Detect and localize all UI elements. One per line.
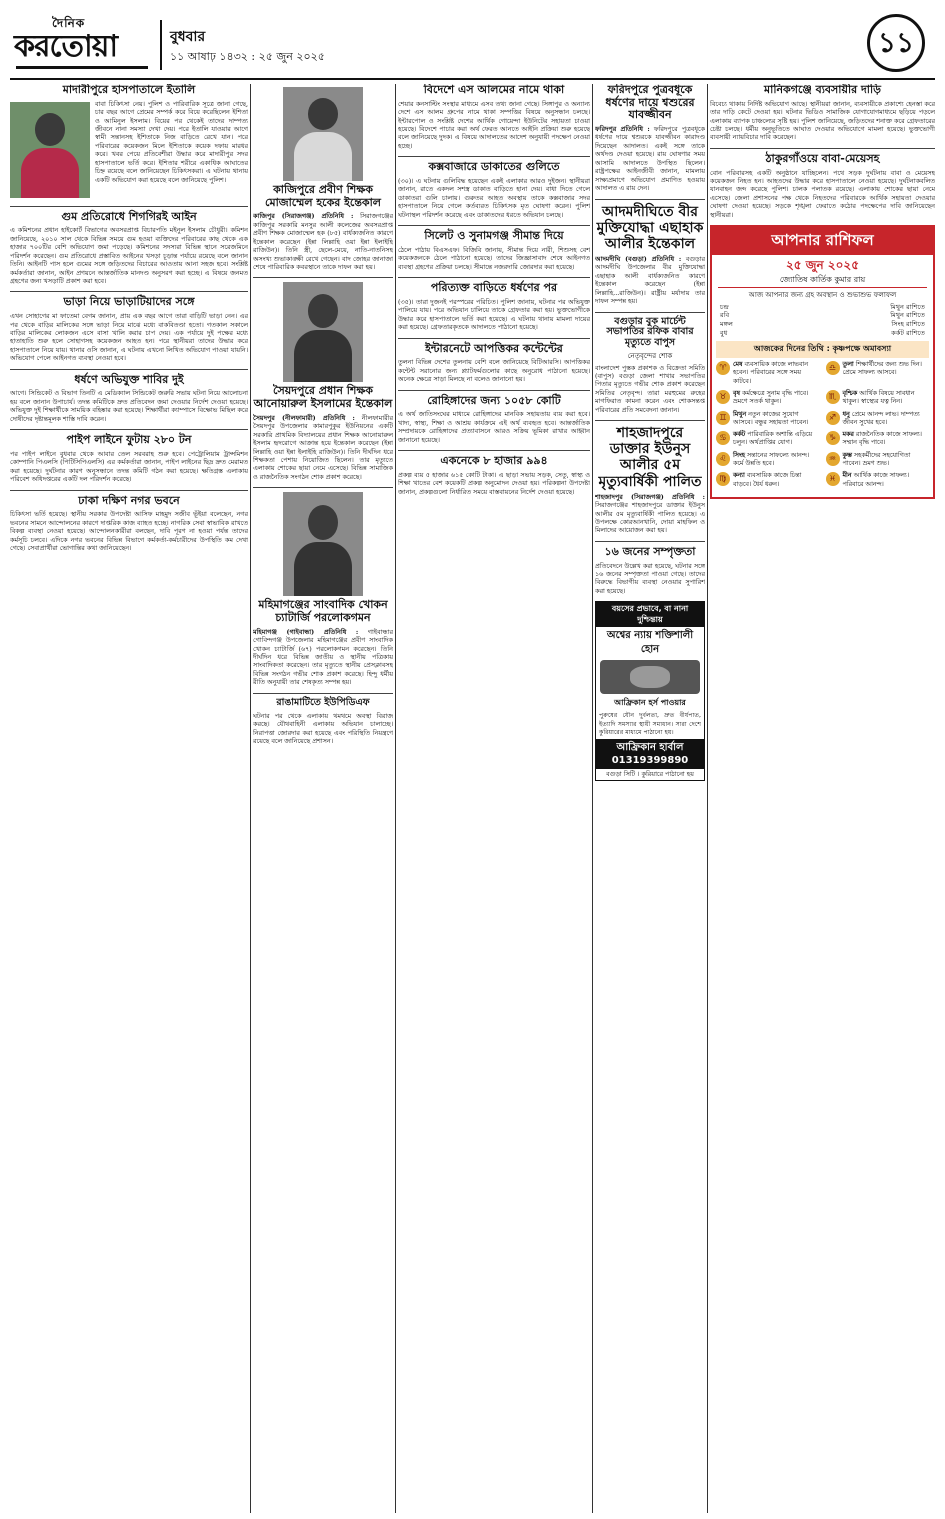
zodiac-text: [733, 431, 820, 448]
story-body: বোন পরিবারসহ একটি অনুষ্ঠানে যাচ্ছিলেন। পথে সড়ক দুর্ঘটনায় বাবা ও মেয়েসহ কয়েকজন নিহত হন। আহতদের উদ্ধার করে হাসপাতালে নেওয়া হয়েছে। দুর্ঘটনাকবলিত যানবাহন জব্দ করেছে পুলিশ। চালক পলাতক রয়েছে। এলাকায় শোকের ছায়া নেমে এসেছে। জেলা প্রশাসনের পক্ষ থেকে নিহতদের পরিবারকে আর্থিক সহায়তা দেওয়ার ঘোষণা দেওয়া হয়েছে। সড়কে শৃঙ্খলা ফেরাতে কঠোর পদক্ষেপের দাবি জানিয়েছেন স্থানীয়রা।: [710, 168, 935, 219]
ad-tagline: বয়সের প্রভাবে, বা নানা দুশ্চিন্তায়: [596, 602, 704, 627]
zodiac-sign-6[interactable]: [716, 431, 820, 448]
divider: [398, 390, 590, 391]
zodiac-forecast: আর্থিক কাজে সাফল্য। পরিবারে আনন্দ।: [842, 472, 909, 488]
planet-row: [720, 329, 925, 338]
headline: ইন্টারনেটে আপত্তিকর কন্টেন্টের: [425, 341, 563, 355]
story-rohingya[interactable]: [398, 395, 590, 444]
zodiac-sign-10[interactable]: [716, 472, 820, 489]
zodiac-forecast: ব্যবসায়িক কাজে লাভবান হবেন। পরিবারের সঙ্গে সময় কাটবে।: [733, 361, 808, 385]
headline: পরিত্যক্ত বাড়িতে ধর্ষণের পর: [430, 281, 558, 295]
zodiac-sign-9[interactable]: [826, 452, 930, 469]
story-kazipur-teacher[interactable]: [253, 87, 393, 271]
planet-name: রবি: [720, 311, 730, 320]
dateline: ফরিদপুর প্রতিনিধি :: [595, 124, 650, 133]
story-body: চিকিৎসা ভর্তি হয়েছে। স্থানীয় সরকার উপদেষ্টা আসিফ মাহমুদ সজীব ভূঁইয়া বলেছেন, নগর ভবনের সামনে আন্দোলনের কারণে দাপ্তরিক কাজ ব্যাহত হচ্ছে। নাগরিক সেবা স্বাভাবিক রাখতে বিকল্প ব্যবস্থা নেওয়া হয়েছে। আন্দোলনকারীরা বলছেন, দাবি পূরণ না হওয়া পর্যন্ত তাদের কর্মসূচি চলবে। এদিকে নগর ভবনের বিভিন্ন বিভাগে কর্মকর্তা-কর্মচারীদের উপস্থিতি কম দেখা গেছে। সেবাপ্রার্থীরা ভোগান্তির কথা জানিয়েছেন।: [10, 510, 248, 553]
zodiac-sign-7[interactable]: [826, 431, 930, 448]
story-body: নীলফামারীর সৈয়দপুর উপজেলার কামারপুকুর ইউনিয়নের একটি সরকারি প্রাথমিক বিদ্যালয়ের প্রধান শিক্ষক আনোয়ারুল ইসলাম হৃদরোগে আক্রান্ত হয়ে ইন্তেকাল করেছেন (ইন্না লিল্লাহি ওয়া ইন্না ইলাইহি রাজিউন)। তিনি দীর্ঘদিন ধরে শিক্ষকতা পেশায় নিয়োজিত ছিলেন। তার মৃত্যুতে এলাকায় শোকের ছায়া নেমে এসেছে। বিভিন্ন সামাজিক ও রাজনৈতিক সংগঠন শোক প্রকাশ করেছে।: [253, 413, 393, 481]
zodiac-name: কর্কট: [733, 431, 746, 439]
couple-photo: [10, 102, 90, 198]
story-body: এ কমিশনের প্রধান হাইকোর্ট বিভাগের অবসরপ্রাপ্ত বিচারপতি মইনুল ইসলাম চৌধুরী। কমিশন জানিয়েছে, ২০১০ সাল থেকে বিভিন্ন সময়ে গুম হওয়া ব্যক্তিদের পরিবারের কাছ থেকে এক হাজার ৭০০টির বেশি অভিযোগ জমা পড়েছে। কমিশনের সদস্যরা বিভিন্ন স্থানে সরেজমিনে পরিদর্শন করেছেন। গুম প্রতিরোধে প্রস্তাবিত আইনের খসড়া চূড়ান্ত পর্যায়ে রয়েছে বলে জানান তিনি। আইনটি পাস হলে গুমের সঙ্গে জড়িতদের বিচারের আওতায় আনা সহজ হবে। সংশ্লিষ্ট কর্মকর্তারা জানান, আইন প্রণয়নে আন্তর্জাতিক মানদণ্ড অনুসরণ করা হচ্ছে। এ বিষয়ে জনমত গ্রহণের জন্য খসড়াটি প্রকাশ করা হবে।: [10, 226, 248, 285]
headline: ঢাকা দক্ষিণ নগর ভবনে: [78, 493, 180, 507]
divider: [595, 312, 705, 313]
zodiac-text: [843, 472, 930, 489]
planet-positions: [720, 303, 925, 338]
story-body: শেয়ার কনসাল্টিং সংস্থার মাধ্যমে এসব তথ্য জানা গেছে। সিঙ্গাপুর ও অন্যান্য দেশে এস আলম গ্রুপের নামে থাকা সম্পত্তির বিষয়ে অনুসন্ধান চলছে। ইন্টারপোল ও সংশ্লিষ্ট দেশের আর্থিক গোয়েন্দা ইউনিটের সহায়তা চাওয়া হয়েছে। বিদেশে পাচার করা অর্থ ফেরত আনতে আইনি প্রক্রিয়া শুরু হয়েছে বলে জানিয়েছে দুদক। এ বিষয়ে আদালতের আদেশ অনুযায়ী পদক্ষেপ নেওয়া হচ্ছে।: [398, 99, 590, 150]
zodiac-text: [843, 431, 930, 448]
story-sylhet-border[interactable]: [398, 230, 590, 271]
zodiac-text: [733, 411, 820, 428]
zodiac-sign-5[interactable]: [826, 411, 930, 428]
story-16-involvement[interactable]: [595, 546, 705, 595]
story-madaripur[interactable]: [10, 84, 248, 200]
zodiac-icon: ♒: [826, 452, 840, 466]
divider: [10, 429, 248, 430]
zodiac-icon: ♌: [716, 452, 730, 466]
headline: শাহজাদপুরে ডাক্তার ইউনুস আলীর ৫ম মৃত্যুবার্ষিকী পালিত: [598, 425, 702, 490]
column-4: [595, 84, 705, 1513]
zodiac-forecast: নতুন কাজের সুযোগ আসবে। বন্ধুর সহায়তা পাবেন।: [733, 410, 809, 426]
planet-row: [720, 311, 925, 320]
ad-footer: বগুড়া সিটি । কুরিয়ারে পাঠানো হয়: [606, 770, 694, 779]
headline: ঠাকুরগাঁওয়ে বাবা-মেয়েসহ: [765, 151, 880, 165]
story-body: প্রতিবেদনে উল্লেখ করা হয়েছে, ঘটনার সঙ্গে ১৬ জনের সম্পৃক্ততা পাওয়া গেছে। তাদের বিরুদ্ধে বিভাগীয় ব্যবস্থা নেওয়ার সুপারিশ করা হয়েছে।: [595, 561, 705, 595]
headline: সিলেট ও সুনামগঞ্জ সীমান্ত দিয়ে: [424, 229, 564, 243]
story-body: তুলনা বিভিন্ন দেশের তুলনায় বেশি বলে জানিয়েছে বিটিআরসি। আপত্তিকর কন্টেন্ট সরানোর জন্য প্ল্যাটফর্মগুলোর কাছে অনুরোধ পাঠানো হয়েছে। অনেক ক্ষেত্রে সাড়া মিলছে না বলেও জানানো হয়।: [398, 358, 590, 384]
herbal-advertisement[interactable]: [595, 601, 705, 780]
story-saidpur-teacher[interactable]: [253, 282, 393, 481]
zodiac-icon: ♉: [716, 390, 730, 404]
headline: ধর্ষণে অভিযুক্ত শাবির দুই: [74, 372, 184, 386]
portrait-photo: [283, 87, 363, 181]
portrait-photo: [283, 492, 363, 596]
zodiac-name: মকর: [842, 431, 854, 439]
horoscope-author: জ্যোতিষ কার্তিক কুমার রায়: [718, 275, 927, 289]
tithi-banner: আজকের দিনের তিথি : কৃষ্ণপক্ষে অমাবস্যা: [716, 341, 929, 358]
zodiac-forecast: কর্মক্ষেত্রে সুনাম বৃদ্ধি পাবে। ভ্রমণে সতর্ক থাকুন।: [733, 389, 809, 406]
zodiac-name: কন্যা: [733, 472, 745, 480]
subheadline: নেতৃবৃন্দের শোক: [627, 352, 673, 361]
divider: [398, 277, 590, 278]
dateline: মহিমাগঞ্জ (গাইবান্ধা) প্রতিনিধি :: [253, 627, 359, 636]
story-body: বিবেচ্য থাকায় নির্দিষ্ট অভিযোগ আছে। স্থানীয়রা জানান, ব্যবসায়ীকে প্রকাশ্যে হেনস্তা করে তার দাড়ি কেটে দেওয়া হয়। ঘটনার ভিডিও সামাজিক যোগাযোগমাধ্যমে ছড়িয়ে পড়লে এলাকায় ব্যাপক চাঞ্চল্যের সৃষ্টি হয়। পুলিশ জানিয়েছে, জড়িতদের শনাক্ত করে গ্রেফতারের চেষ্টা চলছে। ধর্মীয় অনুভূতিতে আঘাত দেওয়ার অভিযোগে মামলা হয়েছে। ভুক্তভোগী ব্যবসায়ী ন্যায়বিচার দাবি করেছেন।: [710, 99, 935, 142]
column-rule: [395, 84, 396, 1513]
zodiac-forecast: প্রেমে আনন্দ লাভ। দাম্পত্য জীবন সুখের হবে।: [842, 410, 920, 426]
story-body: (৩৫)। তারা দুজনই পরস্পরের পরিচিত। পুলিশ জানায়, ঘটনার পর অভিযুক্ত পালিয়ে যায়। পরে অভিযান চালিয়ে তাকে গ্রেফতার করা হয়। ভুক্তভোগীকে উদ্ধার করে হাসপাতালে ভর্তি করা হয়েছে। এ ঘটনায় থানায় মামলা দায়ের করা হয়েছে। গ্রেফতারকৃতকে আদালতে পাঠানো হয়েছে।: [398, 297, 590, 332]
zodiac-icon: ♏: [826, 390, 840, 404]
headline: মানিকগঞ্জে ব্যবসায়ীর দাড়ি: [764, 84, 881, 96]
column-5: [710, 84, 935, 1513]
story-body: গাইবান্ধার গোবিন্দগঞ্জ উপজেলার মহিমাগঞ্জের প্রবীণ সাংবাদিক খোকন চ্যাটার্জি (৬৭) পরলোকগমন করেছেন। তিনি দীর্ঘদিন ধরে বিভিন্ন জাতীয় ও স্থানীয় পত্রিকায় সাংবাদিকতা করেছেন। তার মৃত্যুতে স্থানীয় প্রেসক্লাবসহ বিভিন্ন সংগঠন গভীর শোক প্রকাশ করেছে। হিন্দু ধর্মীয় রীতি অনুযায়ী তার শেষকৃত্য সম্পন্ন হয়।: [253, 627, 393, 687]
horoscope-box: [710, 225, 935, 499]
zodiac-icon: ♐: [826, 411, 840, 425]
story-shahjadpur-anniversary[interactable]: [595, 425, 705, 535]
zodiac-name: তুলা: [842, 361, 854, 369]
zodiac-name: সিংহ: [733, 451, 745, 459]
story-body: বগুড়ার আদমদীঘি উপজেলার বীর মুক্তিযোদ্ধা এছাহাক আলী বার্ধক্যজনিত কারণে ইন্তেকাল করেছেন (ইন্না লিল্লাহি...রাজিউন)। রাষ্ট্রীয় মর্যাদায় তার দাফন সম্পন্ন হয়।: [595, 254, 705, 306]
zodiac-text: [843, 361, 930, 386]
story-manikganj[interactable]: [710, 84, 935, 142]
headline: মহিমাগঞ্জের সাংবাদিক খোকন চ্যাটার্জি পরলোকগমন: [258, 598, 388, 624]
planet-name: মঙ্গল: [720, 320, 733, 329]
zodiac-name: মিথুন: [733, 410, 747, 418]
issue-weekday: বুধবার: [170, 29, 206, 45]
divider: [595, 420, 705, 421]
zodiac-icon: ♍: [716, 472, 730, 486]
horse-image: [600, 660, 700, 694]
dateline: কাজিপুর (সিরাজগঞ্জ) প্রতিনিধি :: [253, 212, 354, 221]
story-body: পর পাইপ লাইনে বুধবার থেকে আবার তেল সরবরাহ শুরু হবে। পেট্রোলিয়াম ট্রান্সমিশন কোম্পানি পিএলসি (পিটিসিপিএলসি) এর কর্মকর্তারা জানান, পাইপ লাইনের ছিদ্র দ্রুত মেরামত করা হয়েছে। দুর্ঘটনার কারণ অনুসন্ধানে তদন্ত কমিটি গঠন করা হয়েছে। ক্ষতিগ্রস্ত এলাকায় পরিবেশ অধিদপ্তরের একটি দল পরিদর্শন করেছে।: [10, 449, 248, 484]
column-1: [10, 84, 248, 1513]
zodiac-text: [733, 390, 820, 407]
column-2: [253, 84, 393, 1513]
story-s-alam[interactable]: [398, 84, 590, 150]
zodiac-sign-11[interactable]: [826, 472, 930, 489]
story-body: ঠেলে পাঠায় বিএসএফ। বিজিবি জানায়, সীমান্ত দিয়ে নারী, শিশুসহ বেশ কয়েকজনকে ঠেলে পাঠানো হয়েছে। তাদের জিজ্ঞাসাবাদ শেষে আইনগত ব্যবস্থা গ্রহণের প্রক্রিয়া চলছে। সীমান্তে নজরদারি জোরদার করা হয়েছে।: [398, 245, 590, 271]
divider: [10, 291, 248, 292]
column-3: [398, 84, 590, 1513]
story-pipeline[interactable]: [10, 434, 248, 483]
divider: [253, 277, 393, 278]
divider: [10, 206, 248, 207]
headline: রোহিঙ্গাদের জন্য ১০৫৮ কোটি: [427, 393, 561, 407]
zodiac-sign-4[interactable]: [716, 411, 820, 428]
zodiac-name: ধনু: [842, 410, 850, 418]
divider: [595, 541, 705, 542]
story-body: আগে। সিন্ডিকেট ও বিভাগ তিনটি এ মেডিক্যাল সিন্ডিকেট জরুরি সভায় ঘটনা নিয়ে আলোচনা হয় বলে জানান উপাচার্য। তদন্ত কমিটিকে দ্রুত প্রতিবেদন জমা দেওয়ার নির্দেশ দেওয়া হয়েছে। অভিযুক্ত দুই শিক্ষার্থীকে সাময়িক বহিষ্কার করা হয়েছে। শিক্ষার্থীরা ক্যাম্পাসে বিক্ষোভ মিছিল করে দোষীদের দৃষ্টান্তমূলক শাস্তি দাবি করেন।: [10, 389, 248, 423]
story-body: এ অর্থ জাতিসংঘের মাধ্যমে রোহিঙ্গাদের মানবিক সহায়তায় ব্যয় করা হবে। খাদ্য, স্বাস্থ্য, শিক্ষা ও আশ্রয় কার্যক্রমে এই অর্থ ব্যবহৃত হবে। আন্তর্জাতিক সম্প্রদায়কে রোহিঙ্গাদের প্রত্যাবাসনে আরও সক্রিয় ভূমিকা রাখার আহ্বান জানানো হয়েছে।: [398, 410, 590, 444]
headline: মাদারীপুরে হাসপাতালে ইতালি: [62, 84, 196, 96]
zodiac-icon: ♎: [826, 361, 840, 375]
story-coxsbazar[interactable]: [398, 161, 590, 219]
masthead: [10, 6, 935, 80]
zodiac-sign-8[interactable]: [716, 452, 820, 469]
headline: একনেকে ৮ হাজার ৯৯৪: [440, 454, 548, 468]
story-tenants[interactable]: [10, 296, 248, 362]
story-body: প্রকল্প ব্যয় ৫ হাজার ৬১৫ কোটি টাকা। এ ছাড়া সভায় সড়ক, সেতু, স্বাস্থ্য ও শিক্ষা খাতের বেশ কয়েকটি প্রকল্প অনুমোদন দেওয়া হয়। পরিকল্পনা উপদেষ্টা জানান, প্রকল্পগুলো নির্ধারিত সময়ে বাস্তবায়নের নির্দেশ দেওয়া হয়েছে।: [398, 470, 590, 496]
story-body: বাবা চিকিৎসা নেয়। পুলিশ ও পারিবারিক সূত্রে জানা গেছে, চার বছর আগে প্রেমের সম্পর্ক করে বিয়ে করেছিলেন ইশিতা ও আমিনুল ইসলাম। বিয়ের পর থেকেই তাদের দাম্পত্য জীবনে নানা সমস্যা দেখা দেয়। পরে ইতালি যাওয়ার আগে স্বামী সন্তানসহ ইশিতাকে নিজ বাড়িতে রেখে যান। পরে পরিবারের কয়েকজন মিলে ইশিতাকে কয়েক দফায় মারধর করে। খবর পেয়ে প্রতিবেশীরা উদ্ধার করে মাদারীপুর সদর হাসপাতালে ভর্তি করে। ইশিতার শরীরে একাধিক আঘাতের চিহ্ন রয়েছে বলে জানিয়েছেন চিকিৎসকরা। এ ঘটনায় থানায় একটি অভিযোগ করা হয়েছে বলে জানিয়েছে পুলিশ।: [95, 99, 248, 184]
zodiac-text: [843, 390, 930, 407]
story-internet-content[interactable]: [398, 343, 590, 384]
zodiac-forecast: ব্যবসায়িক কাজে চিন্তা বাড়বে। ধৈর্য ধরুন।: [733, 472, 802, 488]
ad-body: পুরুষের যৌন দুর্বলতা, দ্রুত বীর্যপাত, ইত্যাদি সমস্যার স্থায়ী সমাধান। সারা দেশে কুরিয়ারের মাধ্যমে পাঠানো হয়।: [599, 712, 701, 736]
portrait-photo: [283, 282, 363, 382]
planet-sign: মিথুন রাশিতে: [890, 302, 925, 311]
ad-title: অশ্বের ন্যায় শক্তিশালী হোন: [606, 630, 694, 655]
zodiac-icon: ♊: [716, 411, 730, 425]
story-faridpur-verdict[interactable]: [595, 84, 705, 193]
planet-name: বুধ: [720, 328, 728, 337]
zodiac-name: মেষ: [733, 361, 743, 369]
story-body: বাংলাদেশ পুস্তক প্রকাশক ও বিক্রেতা সমিতি (বাপুস) বগুড়া জেলা শাখার সভাপতির পিতার মৃত্যুতে গভীর শোক প্রকাশ করেছেন সমিতির নেতৃবৃন্দ। তারা মরহুমের রুহের মাগফিরাত কামনা করেন এবং শোকসন্তপ্ত পরিবারের প্রতি সমবেদনা জানান।: [595, 363, 705, 414]
headline: রাঙামাটিতে ইউপিডিএফ: [276, 696, 370, 708]
story-rangamati[interactable]: [253, 698, 393, 746]
zodiac-sign-3[interactable]: [826, 390, 930, 407]
story-ecnec[interactable]: [398, 455, 590, 496]
zodiac-forecast: রাজনৈতিক কাজে সাফল্য। সম্মান বৃদ্ধি পাবে।: [842, 431, 922, 447]
headline: কক্সবাজারে ডাকাতের গুলিতে: [428, 160, 560, 174]
zodiac-grid: [712, 361, 933, 497]
story-shabi[interactable]: [10, 374, 248, 423]
planet-row: [720, 303, 925, 312]
zodiac-icon: ♈: [716, 361, 730, 375]
zodiac-text: [843, 411, 930, 428]
newspaper-logo[interactable]: [14, 16, 152, 72]
horoscope-date: ২৫ জুন ২০২৫: [785, 258, 860, 273]
headline: ফরিদপুরে পুত্রবধূকে ধর্ষণের দায়ে শ্বশুরের যাবজ্জীবন: [605, 84, 695, 122]
divider: [10, 369, 248, 370]
zodiac-forecast: পারিবারিক অশান্তি এড়িয়ে চলুন। অর্থপ্রাপ্তির যোগ।: [733, 431, 813, 447]
headline: ভাড়া নিয়ে ভাড়াটিয়াদের সঙ্গে: [63, 295, 195, 309]
story-bapus-condolence[interactable]: [595, 317, 705, 415]
planet-sign: সিংহ রাশিতে: [891, 320, 925, 329]
planet-sign: কর্কট রাশিতে: [891, 328, 925, 337]
dateline: সৈয়দপুর (নীলফামারী) প্রতিনিধি :: [253, 413, 355, 422]
issue-date: ১১ আষাঢ় ১৪৩২ : ২৫ জুন ২০২৫: [170, 50, 325, 63]
divider: [253, 693, 393, 694]
headline: বগুড়ার বুক মার্চেন্ট সভাপতির রফিক বাবার মৃত্যুতে বাপুস: [606, 315, 694, 349]
zodiac-icon: ♋: [716, 431, 730, 445]
divider: [10, 490, 248, 491]
story-body: সিরাজগঞ্জের শাহজাদপুরে ডাক্তার ইউনুস আলীর ৫ম মৃত্যুবার্ষিকী পালিত হয়েছে। এ উপলক্ষে কোরআনখানি, দোয়া মাহফিল ও মিলাদের আয়োজন করা হয়।: [595, 501, 705, 535]
zodiac-forecast: আর্থিক বিষয়ে সাবধান থাকুন। স্বাস্থ্যের যত্ন নিন।: [842, 389, 915, 406]
divider: [398, 450, 590, 451]
zodiac-icon: ♓: [826, 472, 840, 486]
divider: [595, 199, 705, 200]
column-rule: [250, 84, 251, 1513]
logo-big-text: করতোয়া: [14, 29, 118, 64]
zodiac-sign-1[interactable]: [826, 361, 930, 386]
dateline: আদমদীঘি (বগুড়া) প্রতিনিধি :: [595, 254, 682, 263]
headline: ১৬ জনের সম্পৃক্ততা: [604, 544, 696, 558]
zodiac-icon: ♑: [826, 431, 840, 445]
story-body: (৩০)। এ ঘটনায় গুলিবিদ্ধ হয়েছেন একই এলাকার আরও দুইজন। স্থানীয়রা জানান, রাতে একদল সশস্ত্র ডাকাত বাড়িতে হানা দেয়। বাধা দিতে গেলে ডাকাতরা গুলি চালায়। গুরুতর আহত অবস্থায় তাকে কক্সবাজার সদর হাসপাতালে নিয়ে গেলে কর্তব্যরত চিকিৎসক মৃত ঘোষণা করেন। পুলিশ ঘটনাস্থল পরিদর্শন করেছে এবং ডাকাতদের ধরতে অভিযান চলছে।: [398, 177, 590, 219]
story-mohimaganj-journalist[interactable]: [253, 492, 393, 686]
page-number: ১১: [867, 14, 925, 72]
story-abandoned-house[interactable]: [398, 282, 590, 331]
zodiac-forecast: শিক্ষার্থীদের জন্য শুভ দিন। প্রেমে সাফল্য আসবে।: [842, 361, 922, 377]
divider: [398, 156, 590, 157]
dateline: শাহজাদপুর (সিরাজগঞ্জ) প্রতিনিধি :: [595, 492, 705, 501]
zodiac-name: মীন: [842, 472, 852, 480]
logo-underline: [16, 66, 148, 69]
zodiac-text: [843, 452, 930, 469]
column-rule: [707, 84, 708, 1513]
zodiac-name: বৃষ: [733, 389, 740, 397]
headline: গুম প্রতিরোধে শিগগিরই আইন: [61, 209, 197, 223]
horoscope-intro: আজ আপনার জন্য গ্রহ অবস্থান ও শুভাশুভ ফলাফল: [748, 291, 897, 300]
headline: পাইপ লাইনে ফুটায় ২৮০ টন: [66, 433, 192, 447]
ad-product: আফ্রিকান হর্স পাওয়ার: [614, 697, 686, 707]
story-body: ফরিদপুরে পুত্রবধূকে ধর্ষণের দায়ে শ্বশুরকে যাবজ্জীবন কারাদণ্ড দিয়েছেন আদালত। একই সঙ্গে তাকে অর্থদণ্ড দেওয়া হয়েছে। রায় ঘোষণার সময় আসামি আদালতে উপস্থিত ছিলেন। রাষ্ট্রপক্ষের আইনজীবী জানান, মামলায় সাক্ষ্যপ্রমাণে অভিযোগ প্রমাণিত হওয়ায় আদালত এ রায় দেন।: [595, 124, 705, 193]
horoscope-banner: আপনার রাশিফল: [712, 227, 933, 255]
story-body: সিরাজগঞ্জের কাজিপুর সরকারি মনসুর আলী কলেজের অবসরপ্রাপ্ত প্রবীণ শিক্ষক মোজাম্মেল হক (৮৫) বার্ধক্যজনিত কারণে ইন্তেকাল করেছেন (ইন্না লিল্লাহি ওয়া ইন্না ইলাইহি রাজিউন)। তিনি স্ত্রী, ছেলে-মেয়ে, নাতি-নাতনিসহ অসংখ্য শুভাকাঙ্ক্ষী রেখে গেছেন। বাদ জোহর জানাজা শেষে পারিবারিক কবরস্থানে তাকে দাফন করা হয়।: [253, 212, 393, 271]
headline: কাজিপুরে প্রবীণ শিক্ষক মোজাম্মেল হকের ইন্তেকাল: [265, 183, 381, 209]
masthead-divider: [160, 20, 162, 70]
story-adamdighi-freedom-fighter[interactable]: [595, 204, 705, 306]
zodiac-sign-0[interactable]: [716, 361, 820, 386]
zodiac-name: বৃশ্চিক: [842, 389, 858, 397]
headline: সৈয়দপুরে প্রধান শিক্ষক আনোয়ারুল ইসলামের ইন্তেকাল: [253, 384, 393, 411]
divider: [710, 148, 935, 149]
headline: আদমদীঘিতে বীর মুক্তিযোদ্ধা এছাহাক আলীর ইন্তেকাল: [596, 203, 704, 252]
divider: [398, 225, 590, 226]
column-rule: [592, 84, 593, 1513]
divider: [253, 487, 393, 488]
zodiac-text: [733, 472, 820, 489]
zodiac-text: [733, 452, 820, 469]
planet-name: চন্দ্র: [720, 302, 729, 311]
logo-small-text: দৈনিক: [52, 16, 86, 30]
story-nagar-bhaban[interactable]: [10, 495, 248, 553]
zodiac-sign-2[interactable]: [716, 390, 820, 407]
ad-phone[interactable]: আফ্রিকান হার্বাল 01319399890: [596, 739, 704, 769]
zodiac-name: কুম্ভ: [842, 451, 852, 459]
story-body: এখন সোহাগের মা ফাতেমা বেগম জানান, প্রায় এক বছর আগে তারা বাড়িটি ভাড়া নেন। এর পর থেকে বাড়ির মালিকের সঙ্গে ভাড়া নিয়ে মাঝে মধ্যে বাকবিতণ্ডা হতো। গতকাল সকালে বাড়ির মালিকের লোকজন এসে বাসা খালি করার চাপ দেয়। এক পর্যায়ে দুই পক্ষের মধ্যে হাতাহাতি শুরু হলে সোহাগসহ কয়েকজন আহত হন। পরে স্থানীয়রা তাদের উদ্ধার করে হাসপাতালে নিয়ে যায়। থানার ওসি জানান, এ ঘটনায় এখনো লিখিত অভিযোগ পাওয়া যায়নি। অভিযোগ পেলে আইনগত ব্যবস্থা নেওয়া হবে।: [10, 312, 248, 363]
planet-row: [720, 320, 925, 329]
zodiac-text: [733, 361, 820, 386]
planet-sign: মিথুন রাশিতে: [890, 311, 925, 320]
story-thakurgaon[interactable]: [710, 153, 935, 219]
story-body: ঘটনার পর থেকে এলাকায় থমথমে অবস্থা বিরাজ করছে। যৌথবাহিনী এলাকায় অভিযান চালাচ্ছে। নিরাপত্তা জোরদার করা হয়েছে এবং পরিস্থিতি নিয়ন্ত্রণে রয়েছে বলে জানিয়েছে প্রশাসন।: [253, 711, 393, 746]
columns: [10, 84, 935, 1513]
zodiac-forecast: সহকর্মীদের সহযোগিতা পাবেন। ভ্রমণ শুভ।: [842, 451, 911, 467]
divider: [398, 338, 590, 339]
story-enforced-disappearance[interactable]: [10, 211, 248, 286]
zodiac-forecast: সন্তানের সাফল্যে আনন্দ। কর্মে উন্নতি হবে।: [733, 451, 810, 467]
headline: বিদেশে এস আলমের নামে থাকা: [423, 84, 565, 96]
